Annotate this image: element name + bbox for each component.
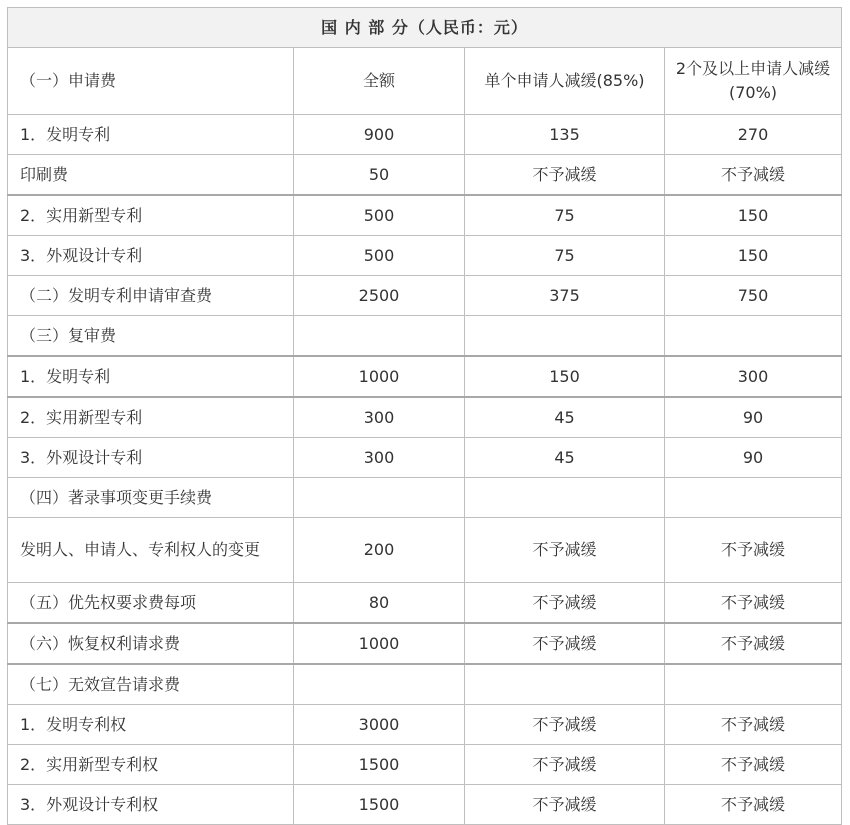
fee-item-cell: 3．外观设计专利 — [8, 236, 294, 276]
multi-reduction-cell: 150 — [665, 195, 842, 236]
fee-item-cell: （五）优先权要求费每项 — [8, 583, 294, 624]
single-reduction-cell: 75 — [465, 195, 665, 236]
full-amount-cell: 80 — [294, 583, 465, 624]
full-amount-cell — [294, 478, 465, 518]
single-reduction-cell: 不予减缓 — [465, 518, 665, 583]
full-amount-cell: 300 — [294, 438, 465, 478]
table-row — [8, 397, 842, 438]
table-row — [8, 785, 842, 825]
fee-table-body — [8, 8, 842, 825]
multi-reduction-cell: 750 — [665, 276, 842, 316]
single-reduction-cell — [465, 478, 665, 518]
fee-item-cell: 3．外观设计专利 — [8, 438, 294, 478]
table-row — [8, 316, 842, 357]
table-row — [8, 276, 842, 316]
fee-item-cell: （三）复审费 — [8, 316, 294, 357]
full-amount-cell: 200 — [294, 518, 465, 583]
fee-item-cell: 发明人、申请人、专利权人的变更 — [8, 518, 294, 583]
single-reduction-cell: 不予减缓 — [465, 705, 665, 745]
fee-item-cell: 1．发明专利 — [8, 356, 294, 397]
table-row — [8, 518, 842, 583]
table-header-row — [8, 48, 842, 115]
single-reduction-cell: 不予减缓 — [465, 745, 665, 785]
header-multi-applicant-reduction: 2个及以上申请人减缓(70%) — [665, 48, 842, 115]
full-amount-cell — [294, 664, 465, 705]
multi-reduction-cell: 不予减缓 — [665, 623, 842, 664]
fee-item-cell: （四）著录事项变更手续费 — [8, 478, 294, 518]
multi-reduction-cell: 不予减缓 — [665, 155, 842, 196]
single-reduction-cell: 135 — [465, 115, 665, 155]
fee-item-cell: 1．发明专利 — [8, 115, 294, 155]
table-row — [8, 623, 842, 664]
full-amount-cell: 900 — [294, 115, 465, 155]
full-amount-cell — [294, 316, 465, 357]
full-amount-cell: 500 — [294, 236, 465, 276]
multi-reduction-cell: 270 — [665, 115, 842, 155]
table-row — [8, 478, 842, 518]
domestic-fee-table — [7, 7, 842, 825]
multi-reduction-cell: 150 — [665, 236, 842, 276]
table-row — [8, 195, 842, 236]
single-reduction-cell: 375 — [465, 276, 665, 316]
single-reduction-cell: 150 — [465, 356, 665, 397]
multi-reduction-cell — [665, 316, 842, 357]
full-amount-cell: 1500 — [294, 745, 465, 785]
single-reduction-cell: 不予减缓 — [465, 785, 665, 825]
multi-reduction-cell — [665, 478, 842, 518]
multi-reduction-cell: 不予减缓 — [665, 583, 842, 624]
table-title: 国 内 部 分（人民币：元） — [8, 8, 842, 48]
table-row — [8, 115, 842, 155]
full-amount-cell: 50 — [294, 155, 465, 196]
table-row — [8, 664, 842, 705]
full-amount-cell: 1500 — [294, 785, 465, 825]
fee-item-cell: （二）发明专利申请审查费 — [8, 276, 294, 316]
full-amount-cell: 3000 — [294, 705, 465, 745]
table-row — [8, 236, 842, 276]
multi-reduction-cell: 90 — [665, 397, 842, 438]
table-row — [8, 583, 842, 624]
full-amount-cell: 300 — [294, 397, 465, 438]
multi-reduction-cell: 不予减缓 — [665, 785, 842, 825]
multi-reduction-cell: 300 — [665, 356, 842, 397]
single-reduction-cell: 45 — [465, 397, 665, 438]
header-fee-item: （一）申请费 — [8, 48, 294, 115]
table-row — [8, 745, 842, 785]
fee-item-cell: 2．实用新型专利 — [8, 195, 294, 236]
multi-reduction-cell: 不予减缓 — [665, 745, 842, 785]
table-row — [8, 438, 842, 478]
table-title-row — [8, 8, 842, 48]
full-amount-cell: 1000 — [294, 356, 465, 397]
fee-item-cell: （六）恢复权利请求费 — [8, 623, 294, 664]
fee-item-cell: 2．实用新型专利权 — [8, 745, 294, 785]
header-single-applicant-reduction: 单个申请人减缓(85%) — [465, 48, 665, 115]
fee-item-cell: 2．实用新型专利 — [8, 397, 294, 438]
single-reduction-cell — [465, 664, 665, 705]
single-reduction-cell: 不予减缓 — [465, 155, 665, 196]
fee-item-cell: 3．外观设计专利权 — [8, 785, 294, 825]
fee-item-cell: （七）无效宣告请求费 — [8, 664, 294, 705]
table-row — [8, 705, 842, 745]
full-amount-cell: 2500 — [294, 276, 465, 316]
table-row — [8, 155, 842, 196]
header-full-amount: 全额 — [294, 48, 465, 115]
fee-item-cell: 1．发明专利权 — [8, 705, 294, 745]
single-reduction-cell: 45 — [465, 438, 665, 478]
multi-reduction-cell: 不予减缓 — [665, 518, 842, 583]
table-row — [8, 356, 842, 397]
full-amount-cell: 500 — [294, 195, 465, 236]
single-reduction-cell — [465, 316, 665, 357]
multi-reduction-cell — [665, 664, 842, 705]
multi-reduction-cell: 90 — [665, 438, 842, 478]
single-reduction-cell: 75 — [465, 236, 665, 276]
multi-reduction-cell: 不予减缓 — [665, 705, 842, 745]
single-reduction-cell: 不予减缓 — [465, 583, 665, 624]
single-reduction-cell: 不予减缓 — [465, 623, 665, 664]
fee-item-cell: 印刷费 — [8, 155, 294, 196]
full-amount-cell: 1000 — [294, 623, 465, 664]
